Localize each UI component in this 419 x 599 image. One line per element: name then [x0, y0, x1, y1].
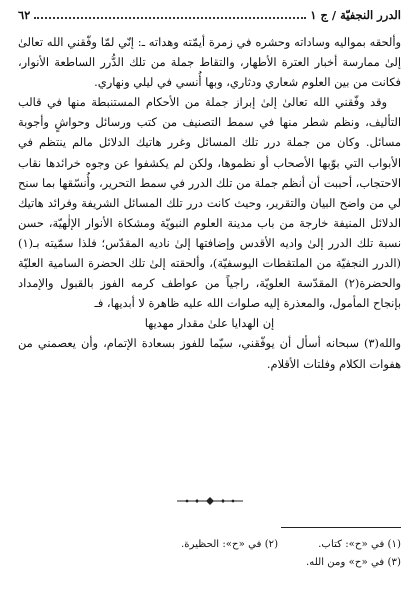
footnote-row-2 [18, 554, 401, 572]
footnote-separator [281, 527, 401, 528]
ornament-divider-icon [175, 496, 245, 506]
paragraph-1: وألحقه بمواليه وساداته وحشره في زمرة أيمّته وهداته ـ: إنّي لمّا وفّقني الله تعالىٰ إلىٰ ممارسة أخبار العترة الأطهار، والتقاط جملة من تلك الدُّرر الساطعة الأنوار، فكانت من بين العلوم شعاري ودثاري، وبها أُنسي في ليلي ونهاري. [18, 35, 401, 90]
running-header [18, 8, 401, 26]
running-title: الدرر النجفيّة / ج ١ [310, 8, 401, 22]
paragraph-3: والله(٣) سبحانه أسأل أن يوفّقني، سيّما للفوز بسعادة الإتمام، وأن يعصمني من هفوات الكلام وفلتات الأقلام. [18, 336, 401, 371]
footnote-3: (٣) في «ح» ومن الله. [306, 557, 401, 568]
page-number: ٦٢ [18, 8, 31, 22]
footnote-1: (١) في «ح»: كتاب. [318, 539, 401, 550]
footnote-row-1 [18, 536, 401, 554]
footnotes [18, 536, 401, 572]
verse-line: إن الهدايا علىٰ مقدار مهديها [144, 316, 275, 331]
footnote-2: (٢) في «ح»: الحظيرة. [181, 539, 279, 550]
section-ornament [0, 491, 419, 510]
header-dotted-leader [34, 17, 306, 19]
paragraph-2: وقد وفّقني الله تعالىٰ إلىٰ إبراز جملة من الأحكام المستنبطة منها في قالب التأليف، ونظم شطر منها في سمط التصنيف من كتب ورسائل وحواشٍ وأجوبة مسائل. وكان من جملة درر تلك المسائل وغرر هاتيك الدلائل مالم ينتظم في الأبواب التي بوّبها الأصحاب أو نظموها، ولكن لم يكشفوا عن وجوه خرائدها نقاب الاحتجاب، أحببت أن أنظم جملة من تلك الدرر في سمط التحرير، وأُنسّقها بما سنح لي من واضح البيان والتقرير، وحيث كانت درر تلك المسائل الشريفة وفرائد هاتيك الدلائل المنيفة خارجة من باب مدينة العلوم النبويّة ومشكاة الأنوار الإلٰهيّة، حسن نسبة تلك الدرر إلىٰ واديه الأقدس وإضافتها إلىٰ ناديه المقدّس؛ فلذا سمّيته بـ(١) (الدرر النجفيّة من الملتقطات اليوسفيّة)، وألحقته إلىٰ تلك الحضرة السامية العليّة والحضرة(٢) المقدّسة العلويّة، راجياً من عواطف كرمه الفوز بالقبول والإمداد بإنجاح المأمول، والمعذرة إليه صلوات الله عليه ظاهرة لا أبديها، فـ [18, 95, 401, 311]
main-text [18, 32, 401, 374]
